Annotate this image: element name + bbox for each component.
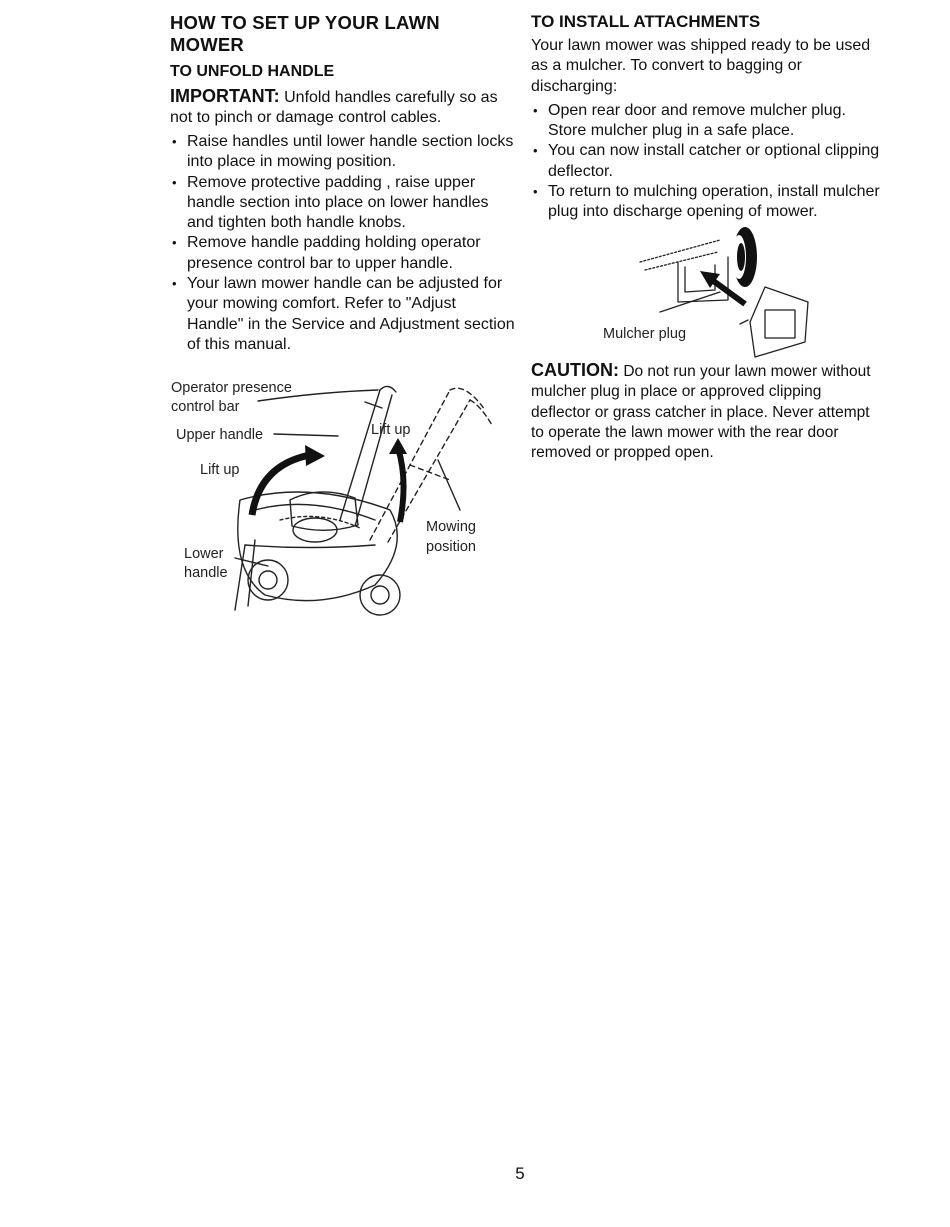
important-lead: IMPORTANT: [170, 86, 280, 106]
label-control-bar: control bar [171, 399, 240, 415]
label-position: position [426, 539, 476, 555]
unfold-step: • Remove protective padding , raise upper handle section into place on lower handles and tighten both handle knobs. [170, 173, 515, 234]
label-operator-presence: Operator presence [171, 380, 292, 396]
label-lift-up-right: Lift up [371, 422, 411, 438]
attachments-heading: TO INSTALL ATTACHMENTS [531, 12, 761, 31]
attachments-steps-list [531, 101, 881, 223]
label-upper-handle: Upper handle [176, 427, 264, 443]
attachment-step: • To return to mulching operation, install mulcher plug into discharge opening of mower. [531, 182, 881, 223]
label-lift-up-left: Lift up [200, 462, 240, 478]
unfold-handle-heading: TO UNFOLD HANDLE [170, 63, 335, 80]
setup-section [170, 12, 515, 355]
label-mowing: Mowing [426, 519, 476, 535]
unfold-steps-list [170, 132, 515, 355]
caution-note [531, 360, 876, 463]
label-mulcher-plug: Mulcher plug [603, 326, 687, 342]
important-note [170, 86, 515, 128]
attachment-step: • Open rear door and remove mulcher plug. Store mulcher plug in a safe place. [531, 101, 881, 142]
page-number: 5 [515, 1164, 525, 1183]
attachment-step: • You can now install catcher or optional clipping deflector. [531, 141, 881, 182]
unfold-step: • Raise handles until lower handle section locks into place in mowing position. [170, 132, 515, 173]
attachments-intro: Your lawn mower was shipped ready to be used as a mulcher. To convert to bagging or discharging: [531, 37, 871, 95]
caution-text: Do not run your lawn mower without mulcher plug in place or approved clipping deflector or grass catcher in place. Never attempt to operate the lawn mower with the rear door removed or propped open. [531, 363, 871, 462]
important-text: Unfold handles carefully so as not to pinch or damage control cables. [170, 89, 498, 126]
label-handle: handle [184, 565, 228, 581]
setup-title: HOW TO SET UP YOUR LAWN MOWER [170, 12, 440, 55]
unfold-step: • Remove handle padding holding operator presence control bar to upper handle. [170, 233, 515, 274]
unfold-step: • Your lawn mower handle can be adjusted for your mowing comfort. Refer to "Adjust Handle" in the Service and Adjustment section of this manual. [170, 274, 515, 355]
label-lower: Lower [184, 546, 224, 562]
attachments-section [531, 12, 881, 223]
caution-lead: CAUTION: [531, 360, 619, 380]
